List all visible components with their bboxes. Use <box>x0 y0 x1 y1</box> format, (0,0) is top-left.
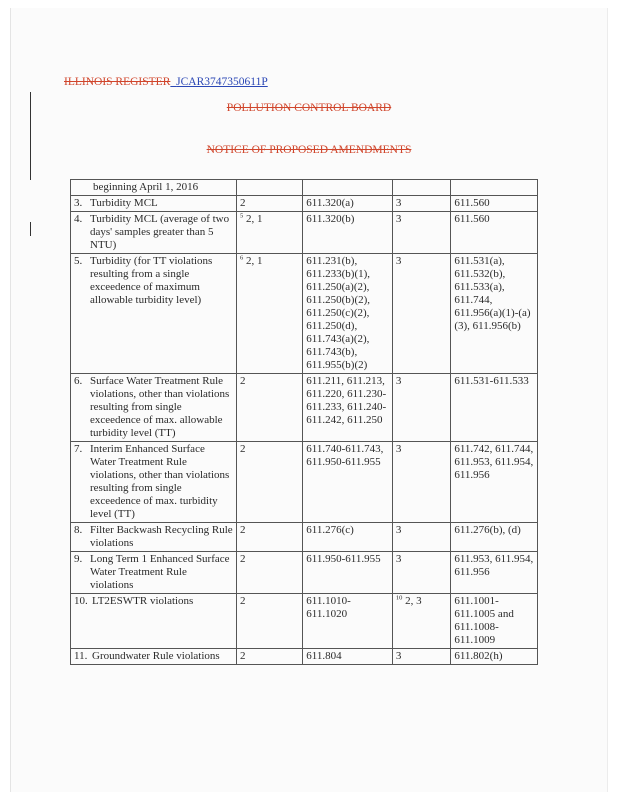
tier-value: 3 <box>395 255 402 267</box>
violation-text: Turbidity (for TT violations resulting from a single exceedence of maximum allowable turbidity level) <box>90 255 213 306</box>
row-number: 10. <box>74 595 88 607</box>
table-cell <box>392 552 450 594</box>
table-cell <box>236 180 302 196</box>
table-cell <box>303 254 393 374</box>
violation-text: Groundwater Rule violations <box>92 650 220 662</box>
citation-text: 611.740-611.743, 611.950-611.955 <box>306 443 384 468</box>
table-cell <box>451 254 538 374</box>
citation-text: 611.560 <box>454 213 490 225</box>
table-row <box>71 212 538 254</box>
violation-text: Interim Enhanced Surface Water Treatment Rule violations, other than violations resulting from single exceedence of max. turbidity level (TT) <box>90 443 230 520</box>
table-cell <box>71 594 237 649</box>
table-cell <box>303 594 393 649</box>
table-row <box>71 374 538 442</box>
citation-text: 611.276(c) <box>306 524 354 536</box>
tier-value: 2, 1 <box>245 255 263 267</box>
register-line <box>64 76 268 88</box>
table-cell <box>236 594 302 649</box>
citation-text: 611.320(b) <box>306 213 355 225</box>
citation-text: 611.276(b), (d) <box>454 524 521 536</box>
citation-text: 611.211, 611.213, 611.220, 611.230-611.233, 611.240-611.242, 611.250 <box>306 375 387 426</box>
register-id: JCAR3747350611P <box>176 76 268 88</box>
citation-text: 611.1010-611.1020 <box>306 595 351 620</box>
tier-value: 2, 3 <box>405 595 422 607</box>
citation-text: 611.531(a), 611.532(b), 611.533(a), 611.744, 611.956(a)(1)-(a)(3), 611.956(b) <box>454 255 531 332</box>
table-row <box>71 442 538 523</box>
table-cell <box>71 649 237 665</box>
table-row <box>71 523 538 552</box>
tier-value: 3 <box>395 375 402 387</box>
table-row <box>71 649 538 665</box>
tier-value: 2 <box>239 375 246 387</box>
table-cell <box>71 212 237 254</box>
tier-value: 3 <box>395 213 402 225</box>
violations-table <box>70 179 538 665</box>
notice-title: NOTICE OF PROPOSED AMENDMENTS <box>206 144 412 156</box>
table-cell <box>303 212 393 254</box>
table-row <box>71 552 538 594</box>
tier-value: 2 <box>239 553 246 565</box>
notice-heading <box>0 144 618 156</box>
table-cell <box>71 523 237 552</box>
table-cell <box>392 649 450 665</box>
table-cell <box>451 649 538 665</box>
footnote-mark: 10 <box>395 594 403 602</box>
table-cell <box>71 180 237 196</box>
tier-value: 3 <box>395 524 402 536</box>
violation-text: Turbidity MCL (average of two days' samples greater than 5 NTU) <box>90 213 230 251</box>
table-cell <box>71 196 237 212</box>
table-cell <box>392 196 450 212</box>
margin-change-bar <box>30 222 31 236</box>
board-heading <box>0 102 618 114</box>
register-title: ILLINOIS REGISTER <box>64 76 171 88</box>
table-cell <box>303 196 393 212</box>
tier-value: 2 <box>239 650 246 662</box>
table-cell <box>392 374 450 442</box>
citation-text: 611.1001-611.1005 and 611.1008-611.1009 <box>454 595 514 646</box>
table-cell <box>71 442 237 523</box>
violation-text: LT2ESWTR violations <box>92 595 194 607</box>
row-number: 4. <box>74 213 83 225</box>
continuation-text: beginning April 1, 2016 <box>93 181 199 193</box>
tier-value: 3 <box>395 650 402 662</box>
table-cell <box>451 212 538 254</box>
footnote-mark: 5 <box>239 212 244 220</box>
table-cell <box>392 594 450 649</box>
row-number: 7. <box>74 443 83 455</box>
citation-text: 611.531-611.533 <box>454 375 529 387</box>
table-row <box>71 180 538 196</box>
table-cell <box>451 552 538 594</box>
table-cell <box>392 212 450 254</box>
table-row <box>71 254 538 374</box>
table-cell <box>451 180 538 196</box>
tier-value: 3 <box>395 553 402 565</box>
citation-text: 611.953, 611.954, 611.956 <box>454 553 534 578</box>
row-number: 3. <box>74 197 83 209</box>
table-cell <box>236 552 302 594</box>
citation-text: 611.950-611.955 <box>306 553 381 565</box>
table-cell <box>392 523 450 552</box>
table-cell <box>392 442 450 523</box>
table-cell <box>236 649 302 665</box>
tier-value: 2, 1 <box>245 213 263 225</box>
violation-text: Turbidity MCL <box>90 197 158 209</box>
violation-text: Surface Water Treatment Rule violations, other than violations resulting from single exceedence of max. allowable turbidity level (TT) <box>90 375 230 439</box>
table-cell <box>71 254 237 374</box>
row-number: 9. <box>74 553 83 565</box>
row-number: 5. <box>74 255 83 267</box>
footnote-mark: 6 <box>239 254 244 262</box>
table-cell <box>303 180 393 196</box>
board-title: POLLUTION CONTROL BOARD <box>226 102 392 114</box>
tier-value: 3 <box>395 443 402 455</box>
row-number: 8. <box>74 524 83 536</box>
table-cell <box>451 442 538 523</box>
row-number: 11. <box>74 650 88 662</box>
table-cell <box>392 254 450 374</box>
citation-text: 611.560 <box>454 197 490 209</box>
violation-text: Long Term 1 Enhanced Surface Water Treatment Rule violations <box>90 553 230 591</box>
row-number: 6. <box>74 375 83 387</box>
table-cell <box>303 374 393 442</box>
table-cell <box>71 552 237 594</box>
table-cell <box>451 196 538 212</box>
tier-value: 3 <box>395 197 402 209</box>
table-cell <box>236 374 302 442</box>
citation-text: 611.320(a) <box>306 197 354 209</box>
table-cell <box>236 254 302 374</box>
citation-text: 611.231(b), 611.233(b)(1), 611.250(a)(2), 611.250(b)(2), 611.250(c)(2), 611.250(d), 611.743(a)(2), 611.743(b), 611.955(b)(2) <box>306 255 371 371</box>
citation-text: 611.804 <box>306 650 342 662</box>
table-cell <box>303 552 393 594</box>
tier-value: 2 <box>239 524 246 536</box>
table-cell <box>303 442 393 523</box>
table-cell <box>451 523 538 552</box>
tier-value: 2 <box>239 443 246 455</box>
table-cell <box>236 212 302 254</box>
table-cell <box>303 523 393 552</box>
violation-text: Filter Backwash Recycling Rule violations <box>90 524 233 549</box>
table-cell <box>236 523 302 552</box>
table-cell <box>392 180 450 196</box>
table-cell <box>451 594 538 649</box>
table-row <box>71 594 538 649</box>
table-cell <box>303 649 393 665</box>
table-cell <box>236 196 302 212</box>
table-cell <box>451 374 538 442</box>
citation-text: 611.742, 611.744, 611.953, 611.954, 611.956 <box>454 443 534 481</box>
tier-value: 2 <box>239 595 246 607</box>
table-row <box>71 196 538 212</box>
table-cell <box>236 442 302 523</box>
tier-value: 2 <box>239 197 246 209</box>
citation-text: 611.802(h) <box>454 650 503 662</box>
table-cell <box>71 374 237 442</box>
